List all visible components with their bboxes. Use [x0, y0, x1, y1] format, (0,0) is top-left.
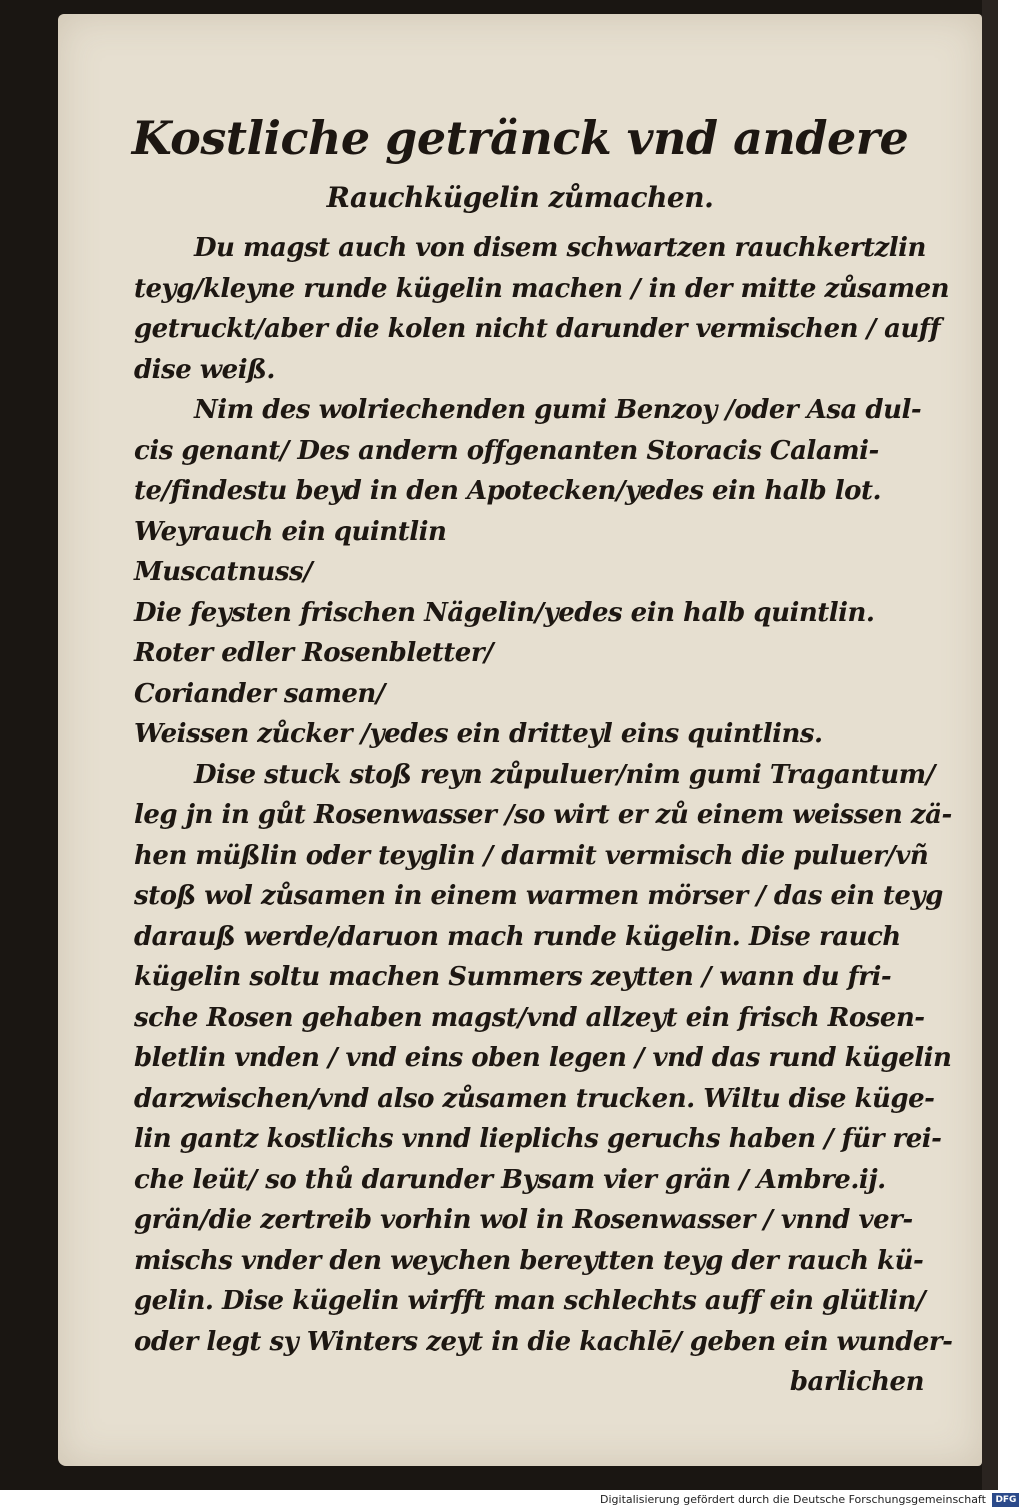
- page-edge: [982, 0, 998, 1490]
- text-line: te/findestu beyd in den Apotecken/yedes ein halb lot.: [134, 476, 882, 506]
- text-line: Dise stuck stoß reyn zůpuluer/nim gumi Tragantum/: [194, 759, 935, 790]
- text-line: teyg/kleyne runde kügelin machen / in der mitte zůsamen: [134, 273, 950, 304]
- text-line: lin gantz kostlichs vnnd lieplichs geruchs haben / für rei-: [134, 1124, 942, 1154]
- text-line: getruckt/aber die kolen nicht darunder vermischen / auff: [134, 314, 941, 344]
- text-line: Roter edler Rosenbletter/: [134, 638, 494, 668]
- text-line: dise weiß.: [134, 354, 275, 385]
- text-line: grän/die zertreib vorhin wol in Rosenwasser / vnnd ver-: [134, 1205, 913, 1235]
- text-line: Du magst auch von disem schwartzen rauchkertzlin: [194, 233, 926, 263]
- text-line: mischs vnder den weychen bereytten teyg der rauch kü-: [134, 1245, 924, 1276]
- dfg-logo: DFG: [992, 1493, 1019, 1507]
- text-line: gelin. Dise kügelin wirfft man schlechts auff ein glütlin/: [134, 1286, 926, 1316]
- text-line: sche Rosen gehaben magst/vnd allzeyt ein frisch Rosen-: [134, 1002, 925, 1033]
- text-line: Weissen zůcker /yedes ein dritteyl eins quintlins.: [134, 719, 823, 749]
- section-heading: Rauchkügelin zůmachen.: [326, 181, 714, 214]
- text-line: Coriander samen/: [134, 678, 385, 709]
- text-line: stoß wol zůsamen in einem warmen mörser / das ein teyg: [134, 881, 943, 911]
- text-line: kügelin soltu machen Summers zeytten / wann du fri-: [134, 962, 892, 992]
- text-line: darzwischen/vnd also zůsamen trucken. Wiltu dise küge-: [134, 1083, 935, 1114]
- text-line: che leüt/ so thů darunder Bysam vier grän / Ambre.ij.: [134, 1164, 886, 1195]
- text-line: bletlin vnden / vnd eins oben legen / vnd das rund kügelin: [134, 1043, 952, 1073]
- text-line: Nim des wolriechenden gumi Benzoy /oder Asa dul-: [194, 395, 922, 425]
- footer-text: Digitalisierung gefördert durch die Deutsche Forschungsgemeinschaft: [600, 1493, 986, 1506]
- text-line: barlichen: [789, 1367, 924, 1397]
- text-line: leg jn in gůt Rosenwasser /so wirt er zů einem weissen zä-: [134, 800, 952, 830]
- text-line: darauß werde/daruon mach runde kügelin. Dise rauch: [134, 921, 901, 952]
- text-line: Muscatnuss/: [134, 557, 313, 587]
- body-text: [134, 228, 964, 1403]
- text-line: oder legt sy Winters zeyt in die kachlē/ geben ein wunder-: [134, 1326, 953, 1357]
- footer-credit: [600, 1490, 1017, 1510]
- text-line: cis genant/ Des andern offgenanten Storacis Calami-: [134, 435, 879, 466]
- text-line: Die feysten frischen Nägelin/yedes ein halb quintlin.: [134, 597, 875, 628]
- page-title: Kostliche getränck vnd andere: [131, 111, 909, 165]
- text-line: Weyrauch ein quintlin: [134, 516, 447, 547]
- text-line: hen müßlin oder teyglin / darmit vermisch die puluer/vñ: [134, 840, 929, 871]
